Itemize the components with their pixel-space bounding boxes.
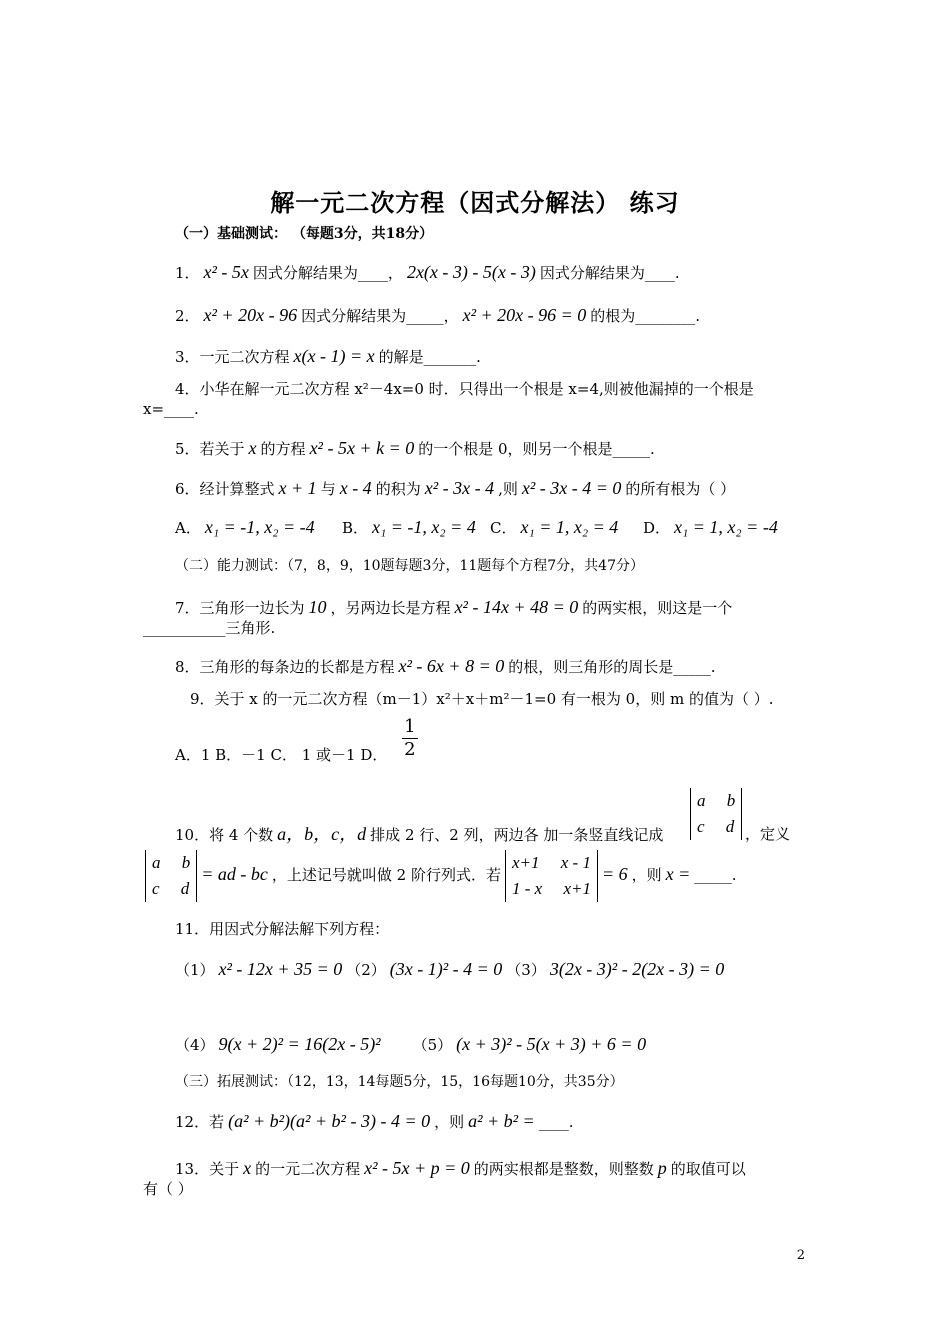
q10-text-2: ，定义 [745, 825, 791, 843]
q6-choice-c [490, 517, 622, 538]
q10-define [745, 823, 790, 845]
q6-text-4: 的所有根为（ ） [625, 480, 736, 498]
determinant-definition [145, 850, 197, 902]
q5-text-1: 的一个根是 0，则另一个根是_____. [418, 440, 655, 458]
q6-choice-c-label: C． [490, 519, 517, 537]
page-number: 2 [796, 1248, 805, 1263]
q2-expr-2: x² + 20x - 96 = 0 [462, 305, 587, 325]
q2-text-2: 的根为________. [590, 307, 701, 325]
det-row-2: c d [152, 879, 190, 898]
q7-expr-1: 10 [308, 597, 327, 617]
fraction-numerator: 1 [404, 716, 416, 737]
q13-line-2: 有（ ） [143, 1180, 193, 1198]
q6-choice-d-label: D． [643, 519, 671, 537]
question-13-cont [143, 1178, 193, 1200]
q10-text-1: 排成 2 行、2 列，两边各 加一条竖直线记成 [370, 826, 664, 844]
q6-choice-d-expr: x₁ = 1, x₂ = -4 [674, 517, 778, 537]
fraction-denominator: 2 [404, 739, 416, 760]
q8-number: 8．三角形的每条边的长都是方程 [175, 658, 395, 676]
q10-definition-line [145, 850, 737, 902]
question-1 [175, 261, 680, 284]
q13-expr: x² - 5x + p = 0 [364, 1158, 470, 1178]
q3-text: 的解是_______. [378, 348, 481, 366]
q6-choice-c-expr: x₁ = 1, x₂ = 4 [520, 517, 619, 537]
q6-choice-b [342, 517, 480, 538]
q7-text-2: 的两实根，则这是一个 [582, 599, 733, 617]
q8-expr: x² - 6x + 8 = 0 [398, 656, 505, 676]
q6-expr-3: x² - 3x - 4 [424, 478, 495, 498]
q7-expr-2: x² - 14x + 48 = 0 [454, 597, 579, 617]
q2-text-1: 因式分解结果为_____， [301, 307, 459, 325]
q12-number: 12．若 [175, 1113, 225, 1131]
section-ability-heading: （二）能力测试：（7，8，9，10题每题3分，11题每个方程7分，共47分） [175, 558, 644, 574]
q6-expr-1: x + 1 [278, 478, 317, 498]
q4-line-1: 4．小华在解一元二次方程 x²－4x=0 时．只得出一个根是 x=4,则被他漏掉的一个根是 [175, 380, 754, 398]
q11-p3-expr: 3(2x - 3)² - 2(2x - 3) = 0 [549, 959, 725, 979]
q11-heading: 11．用因式分解法解下列方程： [175, 920, 390, 938]
q1-expr-1: x² - 5x [203, 262, 249, 282]
det-row-1: a b [697, 791, 736, 810]
determinant-equation [505, 850, 598, 902]
q11-p1-expr: x² - 12x + 35 = 0 [218, 959, 343, 979]
q9-choice-d-fraction [402, 716, 417, 761]
q6-expr-2: x - 4 [339, 478, 372, 498]
q12-expr-2: a² + b² = [468, 1111, 535, 1131]
q6-choice-d [643, 517, 782, 538]
q2-number: 2． [175, 307, 200, 325]
q10-text-3: ，上述记号就叫做 2 阶行列式．若 [271, 866, 501, 884]
question-7 [175, 596, 732, 619]
q10-determinant-notation [690, 788, 742, 840]
q11-row-1 [175, 958, 728, 981]
q2-expr-1: x² + 20x - 96 [203, 305, 298, 325]
det-row-1: a b [152, 853, 191, 872]
q10-number: 10．将 4 个数 [175, 826, 274, 844]
q10-answer-var: x = [665, 864, 691, 884]
q6-choice-b-label: B． [342, 519, 369, 537]
page-title: 解一元二次方程（因式分解法） 练习 [270, 188, 680, 217]
q6-text-2: 的积为 [375, 480, 421, 498]
question-12 [175, 1110, 573, 1133]
q1-expr-2: 2x(x - 3) - 5(x - 3) [406, 262, 536, 282]
q3-expr: x(x - 1) = x [293, 346, 375, 366]
question-6 [175, 477, 735, 500]
q11-p5-label: （5） [412, 1036, 453, 1054]
question-11 [175, 918, 389, 940]
q11-p2-expr: (3x - 1)² - 4 = 0 [389, 959, 503, 979]
q11-p4-expr: 9(x + 2)² = 16(2x - 5)² [218, 1034, 381, 1054]
q6-expr-4: x² - 3x - 4 = 0 [521, 478, 622, 498]
section-basic-heading: （一）基础测试： （每题3分，共18分） [175, 226, 434, 242]
question-3 [175, 345, 481, 368]
det-row-1: x+1 x - 1 [511, 853, 591, 872]
q9-text: 9．关于 x 的一元二次方程（m－1）x²＋x＋m²－1=0 有一根为 0，则 m 的值为（ ）. [190, 690, 774, 708]
q11-p3-label: （3） [506, 961, 546, 979]
determinant-abcd [690, 788, 742, 840]
q6-choice-a [175, 517, 319, 538]
q6-choice-a-label: A． [175, 519, 201, 537]
q10-definition-expr: = ad - bc [201, 864, 268, 884]
q11-p1-label: （1） [175, 961, 215, 979]
question-4 [175, 378, 754, 400]
q13-var-p: p [657, 1158, 667, 1178]
q8-text: 的根，则三角形的周长是_____. [508, 658, 716, 676]
q3-number: 3．一元二次方程 [175, 348, 290, 366]
q10-text-4: ，则 [631, 866, 662, 884]
q13-text-1: 的两实根都是整数，则整数 [473, 1160, 654, 1178]
q11-p5-expr: (x + 3)² - 5(x + 3) + 6 = 0 [456, 1034, 647, 1054]
q1-text-1: 因式分解结果为____， [252, 264, 403, 282]
det-row-2: c d [697, 817, 735, 836]
q6-choice-a-expr: x₁ = -1, x₂ = -4 [204, 517, 315, 537]
q6-text-1: 与 [320, 480, 336, 498]
q12-text-1: ，则 [434, 1113, 465, 1131]
q7-line-2: ___________三角形. [143, 619, 276, 637]
question-8 [175, 655, 716, 678]
q5-var: x [248, 438, 257, 458]
q7-number: 7．三角形一边长为 [175, 599, 305, 617]
q13-number: 13．关于 [175, 1160, 240, 1178]
question-13 [175, 1157, 746, 1180]
question-7-cont [143, 617, 275, 639]
q7-text-1: ，另两边长是方程 [330, 599, 451, 617]
q11-p4-label: （4） [175, 1036, 215, 1054]
q11-p2-label: （2） [346, 961, 386, 979]
question-4-cont [143, 398, 199, 420]
q6-number: 6．经计算整式 [175, 480, 275, 498]
q6-text-3: ,则 [498, 480, 518, 498]
q4-line-2: x=____. [143, 400, 199, 418]
q13-text-2: 的取值可以 [670, 1160, 746, 1178]
q1-text-2: 因式分解结果为____. [539, 264, 680, 282]
q5-text-0: 的方程 [260, 440, 306, 458]
q1-number: 1． [175, 264, 200, 282]
q10-equation-rhs: = 6 [601, 864, 628, 884]
question-5 [175, 437, 655, 460]
question-10 [175, 823, 663, 846]
q13-var: x [243, 1158, 252, 1178]
q12-expr-1: (a² + b²)(a² + b² - 3) - 4 = 0 [228, 1111, 431, 1131]
q12-text-2: ____. [538, 1113, 574, 1131]
q9-choices-text: A．1 B．－1 C． 1 或－1 D． [175, 745, 388, 764]
question-9 [190, 688, 774, 710]
question-9-choices [175, 716, 418, 764]
question-2 [175, 304, 700, 327]
q10-vars: a，b，c，d [277, 824, 367, 844]
q5-expr: x² - 5x + k = 0 [309, 438, 415, 458]
q11-row-2 [175, 1033, 650, 1056]
q6-choice-b-expr: x₁ = -1, x₂ = 4 [372, 517, 476, 537]
q5-number: 5．若关于 [175, 440, 245, 458]
det-row-2: 1 - x x+1 [511, 879, 591, 898]
q13-text-0: 的一元二次方程 [255, 1160, 361, 1178]
q10-text-5: _____. [694, 866, 737, 884]
section-extension-heading: （三）拓展测试：（12，13，14每题5分，15，16每题10分，共35分） [175, 1074, 624, 1090]
